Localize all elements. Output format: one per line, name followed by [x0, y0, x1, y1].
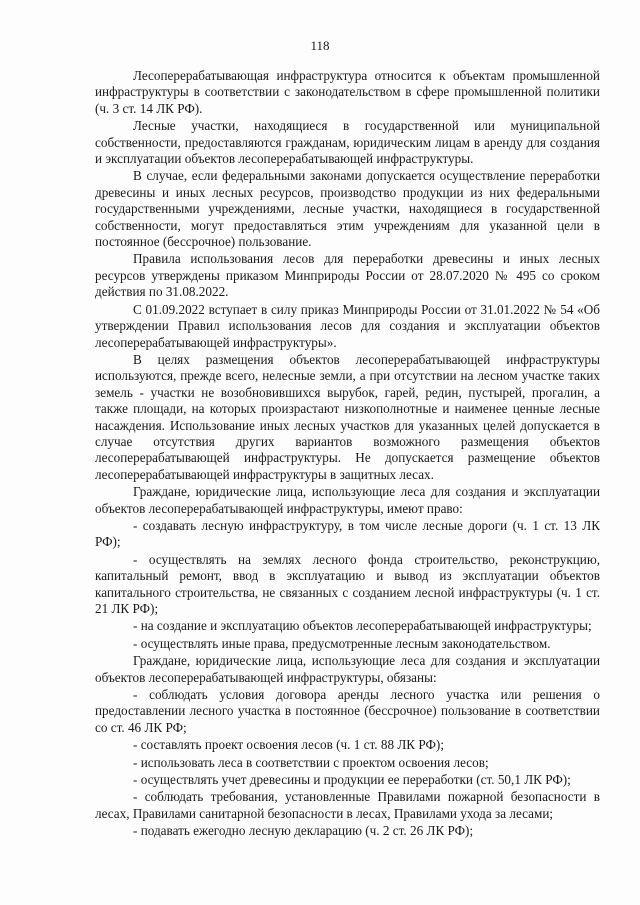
paragraph: Лесоперерабатывающая инфраструктура относится к объектам промышленной инфраструктуры в соответствии с законодательством в сфере промышленной политики (ч. 3 ст. 14 ЛК РФ).: [95, 68, 600, 116]
paragraph: Граждане, юридические лица, использующие леса для создания и эксплуатации объектов лесоперерабатывающей инфраструктуры, имеют право:: [95, 484, 600, 516]
list-item: - подавать ежегодно лесную декларацию (ч. 2 ст. 26 ЛК РФ);: [133, 823, 474, 839]
list-item: - осуществлять на землях лесного фонда строительство, реконструкцию, капитальный ремонт, ввод в эксплуатацию и вывод из эксплуатации объектов капитального строительства, не связанных с созданием лесной инфраструктуры (ч. 1 ст. 21 ЛК РФ);: [95, 551, 600, 616]
list-item: - составлять проект освоения лесов (ч. 1 ст. 88 ЛК РФ);: [133, 737, 444, 753]
paragraph: Правила использования лесов для переработки древесины и иных лесных ресурсов утверждены приказом Минприроды России от 28.07.2020 № 495 со сроком действия по 31.08.2022.: [95, 251, 600, 300]
paragraph: Лесные участки, находящиеся в государственной или муниципальной собственности, предоставляются гражданам, юридическим лицам в аренду для создания и эксплуатации объектов лесоперерабатывающей инфраструктуры.: [95, 118, 600, 167]
list-item: - соблюдать условия договора аренды лесного участка или решения о предоставлении лесного участка в постоянное (бессрочное) пользование в соответствии со ст. 46 ЛК РФ;: [95, 687, 600, 735]
list-item: - использовать леса в соответствии с проектом освоения лесов;: [133, 754, 489, 770]
list-item: - создавать лесную инфраструктуру, в том числе лесные дороги (ч. 1 ст. 13 ЛК РФ);: [95, 517, 600, 550]
paragraph: В целях размещения объектов лесоперерабатывающей инфраструктуры используются, прежде всего, нелесные земли, а при отсутствии на лесном участке таких земель - участки не возобновившихся вырубок, гарей, редин, пустырей, прогалин, а также площади, на которых произрастают низкополнотные и наименее ценные лесные насаждения. Использование иных лесных участков для указанных целей допускается в случае отсутствия других вариантов возможного размещения объектов лесоперерабатывающей инфраструктуры. Не допускается размещение объектов лесоперерабатывающей инфраструктуры в защитных лесах.: [95, 351, 600, 482]
list-item: - осуществлять иные права, предусмотренные лесным законодательством.: [133, 635, 551, 651]
paragraph: Граждане, юридические лица, использующие леса для создания и эксплуатации объектов лесоперерабатывающей инфраструктуры, обязаны:: [95, 653, 600, 685]
paragraph: С 01.09.2022 вступает в силу приказ Минприроды России от 31.01.2022 № 54 «Об утверждении Правил использования лесов для создания и эксплуатации объектов лесоперерабатывающей инфраструктуры».: [95, 301, 600, 350]
list-item: - на создание и эксплуатацию объектов лесоперерабатывающей инфраструктуры;: [133, 618, 592, 634]
paragraph: В случае, если федеральными законами допускается осуществление переработки древесины и иных лесных ресурсов, производство продукции из них федеральными государственными учреждениями, лесные участки, находящиеся в государственной собственности, могут предоставляться этим учреждениям для указанной цели в постоянное (бессрочное) пользование.: [95, 168, 600, 250]
list-item: - соблюдать требования, установленные Правилами пожарной безопасности в лесах, Правилами санитарной безопасности в лесах, Правилами ухода за лесами;: [95, 789, 600, 821]
page-number: 118: [310, 38, 330, 53]
document-body: [95, 68, 600, 841]
list-item: - осуществлять учет древесины и продукции ее переработки (ст. 50,1 ЛК РФ);: [133, 772, 571, 788]
